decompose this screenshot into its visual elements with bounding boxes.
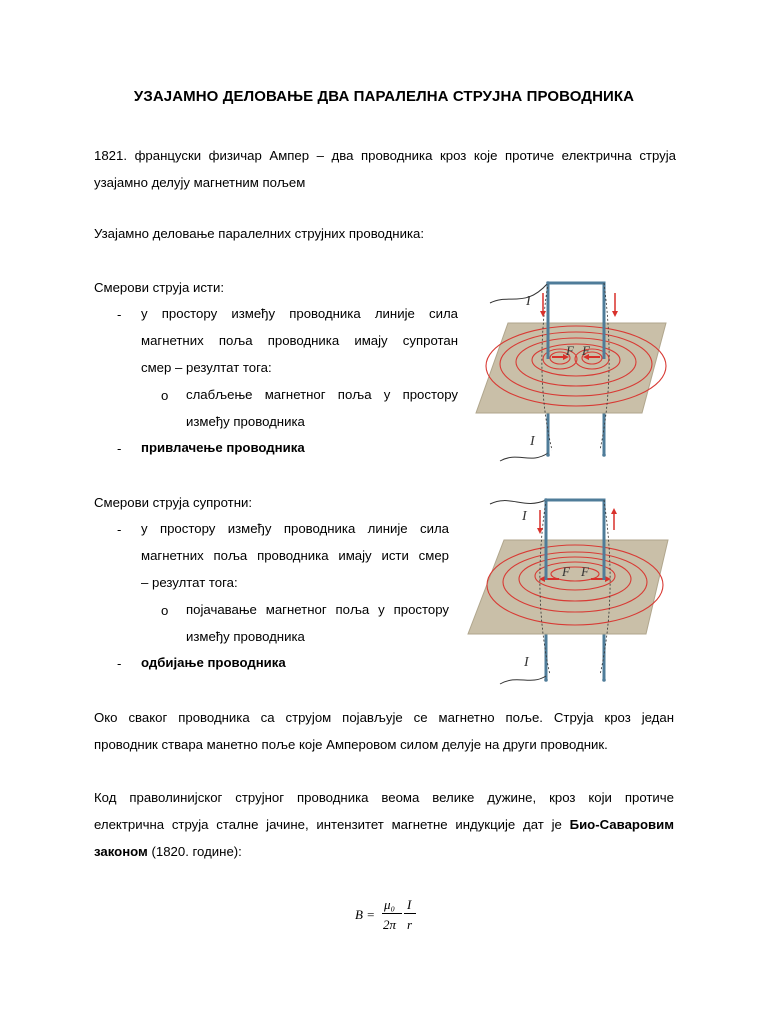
sub-bullet-o: o bbox=[161, 603, 169, 618]
formula-r: r bbox=[407, 917, 413, 932]
same-bullet-1 bbox=[141, 300, 458, 381]
formula-lhs: B = bbox=[355, 907, 375, 922]
same-result: привлачење проводника bbox=[141, 440, 305, 455]
bullet-dash: - bbox=[117, 656, 122, 671]
formula-I: I bbox=[407, 897, 412, 912]
opposite-bullet-1-line-3: – резултат тога: bbox=[141, 575, 238, 590]
figure-opposite-direction bbox=[462, 490, 672, 688]
feed-wire-bottom bbox=[500, 676, 546, 684]
connector-dot bbox=[544, 498, 548, 502]
para2-line-1: Код праволинијског струјног проводника веома велике дужине, кроз који протиче bbox=[94, 790, 674, 805]
current-arrowhead-left bbox=[540, 311, 546, 317]
current-label-top: I bbox=[526, 294, 531, 309]
same-sub-line-2: између проводника bbox=[186, 414, 305, 429]
section-heading: Узајамно деловање паралелних струјних проводника: bbox=[94, 226, 425, 241]
plane bbox=[468, 540, 668, 634]
opposite-sub-line-2: између проводника bbox=[186, 629, 305, 644]
law-term: законом bbox=[94, 844, 148, 859]
bullet-dash: - bbox=[117, 441, 122, 456]
force-label-right: F bbox=[582, 343, 590, 358]
paragraph-biot-savart bbox=[94, 784, 674, 865]
opposite-bullet-1-line-1: у простору између проводника линије сила bbox=[141, 521, 449, 536]
page-title: УЗАЈАМНО ДЕЛОВАЊЕ ДВА ПАРАЛЕЛНА СТРУЈНА ПРОВОДНИКА bbox=[133, 88, 635, 105]
figure-same-direction bbox=[470, 275, 670, 467]
fraction-bar-1 bbox=[382, 913, 402, 914]
opposite-sub-bullet bbox=[186, 596, 449, 650]
current-label-bottom: I bbox=[524, 655, 529, 670]
opposite-result: одбијање проводника bbox=[141, 655, 286, 670]
paragraph-ampere-force bbox=[94, 704, 674, 758]
connector-dot bbox=[544, 678, 548, 682]
formula-mu0: μ₀ bbox=[384, 897, 396, 912]
opposite-sub-line-1: појачавање магнетног поља у простору bbox=[186, 602, 449, 617]
para2-line-3 bbox=[94, 838, 674, 865]
same-bullet-1-line-3: смер – резултат тога: bbox=[141, 360, 272, 375]
same-sub-line-1: слабљење магнетног поља у простору bbox=[186, 387, 458, 402]
sub-bullet-o: o bbox=[161, 388, 169, 403]
feed-wire-top bbox=[490, 283, 548, 303]
intro-line-2: узајамно делују магнетним пољем bbox=[94, 175, 306, 190]
formula-2pi: 2π bbox=[383, 917, 397, 932]
same-bullet-1-line-2: магнетних поља проводника имају супротан bbox=[141, 333, 458, 348]
same-bullet-1-line-1: у простору између проводника линије сила bbox=[141, 306, 458, 321]
fraction-bar-2 bbox=[404, 913, 416, 914]
bullet-dash: - bbox=[117, 307, 122, 322]
feed-wire-bottom bbox=[500, 453, 548, 461]
same-sub-bullet bbox=[186, 381, 458, 435]
feed-wire-top bbox=[490, 500, 546, 504]
connector-dot bbox=[546, 281, 550, 285]
current-arrowhead-right bbox=[612, 311, 618, 317]
biot-savart-term: Био-Саваровим bbox=[569, 817, 674, 832]
para2-line-2-text: електрична струја сталне јачине, интензитет магнетне индукције дат је bbox=[94, 817, 570, 832]
current-label-top: I bbox=[522, 509, 527, 524]
connector-dot bbox=[602, 678, 606, 682]
intro-paragraph bbox=[94, 142, 676, 196]
force-label-left: F bbox=[566, 343, 574, 358]
current-label-bottom: I bbox=[530, 434, 535, 449]
force-label-left: F bbox=[562, 564, 570, 579]
connector-dot bbox=[602, 453, 606, 457]
force-label-right: F bbox=[581, 564, 589, 579]
para2-line-3-text: (1820. године): bbox=[147, 844, 242, 859]
bullet-dash: - bbox=[117, 522, 122, 537]
intro-line-1: 1821. француски физичар Ампер – два проводника кроз које протиче електрична струја bbox=[94, 148, 676, 163]
opposite-bullet-1-line-2: магнетних поља проводника имају исти смер bbox=[141, 548, 449, 563]
para2-line-2 bbox=[94, 811, 674, 838]
para1-line-2: проводник ствара манетно поље које Амперовом силом делује на други проводник. bbox=[94, 737, 608, 752]
connector-dot bbox=[546, 453, 550, 457]
current-arrowhead-right bbox=[611, 508, 617, 514]
para1-line-1: Око сваког проводника са струјом појављује се магнетно поље. Струја кроз један bbox=[94, 710, 674, 725]
opposite-bullet-1 bbox=[141, 515, 449, 596]
opposite-direction-heading: Смерови струја супротни: bbox=[94, 495, 253, 510]
same-direction-heading: Смерови струја исти: bbox=[94, 280, 225, 295]
